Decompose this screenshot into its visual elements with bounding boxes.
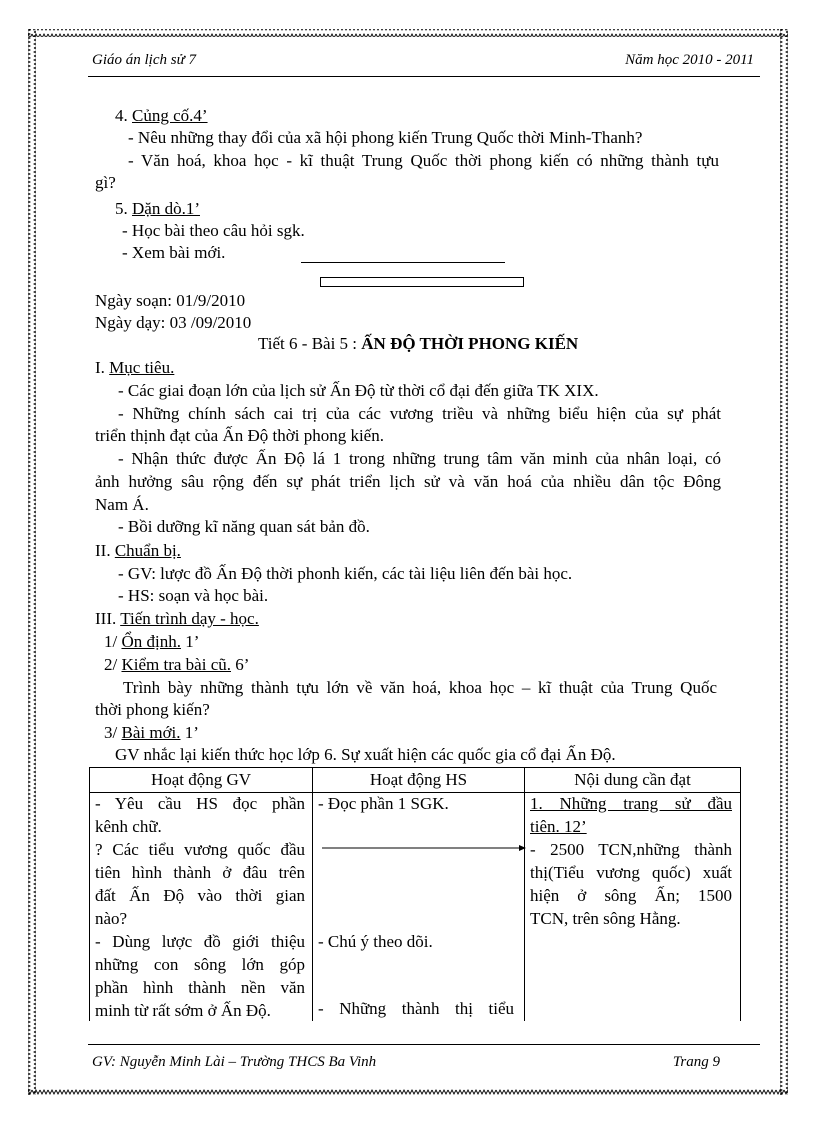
teacher-line: ? Các tiểu vương quốc đầu [95, 840, 305, 859]
teacher-line: kênh chữ. [95, 817, 162, 836]
table-header-student: Hoạt động HS [369, 770, 468, 789]
teacher-line: nào? [95, 909, 128, 928]
separator-line [301, 262, 505, 263]
review-question-1: - Nêu những thay đổi của xã hội phong kiến Trung Quốc thời Minh-Thanh? [128, 128, 643, 147]
homework-item-2: - Xem bài mới. [122, 243, 226, 262]
objective-4: - Bồi dưỡng kĩ năng quan sát bản đồ. [118, 517, 370, 536]
teacher-line: tiên hình thành ở đâu trên [95, 863, 305, 882]
footer-rule [88, 1044, 760, 1045]
step-2: 2/ Kiểm tra bài cũ. 6’ [104, 655, 250, 674]
homework-heading: 5. Dặn dò.1’ [115, 199, 200, 218]
arrow-icon [322, 844, 526, 852]
teacher-activity-cell [95, 792, 305, 1022]
content-line: 1. Những trang sử đầu [530, 794, 732, 813]
homework-item-1: - Học bài theo câu hỏi sgk. [122, 221, 305, 240]
footer-author: GV: Nguyễn Minh Lài – Trường THCS Ba Vinh [92, 1054, 377, 1070]
content-cell [530, 792, 732, 930]
step-1: 1/ Ổn định. 1’ [104, 632, 200, 651]
step-2-question-cont: thời phong kiến? [95, 700, 210, 719]
objective-2-cont: triển thịnh đạt của Ấn Độ thời phong kiến. [95, 426, 384, 445]
objective-3: - Nhận thức được Ấn Độ lá 1 trong những trung tâm văn minh của nhân loại, có [118, 449, 721, 468]
content-line: - 2500 TCN,những thành [530, 840, 732, 859]
lesson-title: Tiết 6 - Bài 5 : ẤN ĐỘ THỜI PHONG KIẾN [258, 334, 579, 353]
table-divider-1 [312, 768, 313, 1021]
review-question-2: - Văn hoá, khoa học - kĩ thuật Trung Quốc thời phong kiến có những thành tựu [128, 151, 719, 170]
teacher-line: - Yêu cầu HS đọc phần [95, 794, 305, 813]
table-divider-2 [524, 768, 525, 1021]
review-heading: 4. Củng cố.4’ [115, 106, 208, 125]
teacher-line: đất Ấn Độ vào thời gian [95, 886, 305, 905]
content-line: hiện ở sông Ấn; 1500 [530, 886, 732, 905]
teach-date: Ngày dạy: 03 /09/2010 [95, 313, 252, 332]
header-subject: Giáo án lịch sử 7 [92, 52, 197, 68]
prep-date: Ngày soạn: 01/9/2010 [95, 291, 246, 310]
student-line: - Đọc phần 1 SGK. [318, 794, 449, 813]
student-line: - Chú ý theo dõi. [318, 932, 433, 951]
lesson-intro: GV nhắc lại kiến thức học lớp 6. Sự xuất hiện các quốc gia cổ đại Ấn Độ. [115, 745, 616, 764]
separator-box [320, 277, 524, 287]
objective-3-cont: ảnh hưởng sâu rộng đến sự phát triển lịch sử và văn hoá của nhiều dân tộc Đông [95, 472, 721, 491]
content-line: thị(Tiểu vương quốc) xuất [530, 863, 732, 882]
student-line: - Những thành thị tiểu [318, 999, 514, 1018]
preparation-student: - HS: soạn và học bài. [118, 586, 269, 605]
step-2-question: Trình bày những thành tựu lớn về văn hoá, khoa học – kĩ thuật của Trung Quốc [123, 678, 717, 697]
objective-2: - Những chính sách cai trị của các vương triều và những biểu hiện của sự phát [118, 404, 721, 423]
table-header-content: Nội dung cần đạt [574, 770, 691, 789]
objectives-heading: I. Mục tiêu. [95, 358, 175, 377]
teacher-line: những con sông lớn góp [95, 955, 305, 974]
table-header-teacher: Hoạt động GV [150, 770, 252, 789]
objective-1: - Các giai đoạn lớn của lịch sử Ấn Độ từ thời cổ đại đến giữa TK XIX. [118, 381, 599, 400]
preparation-heading: II. Chuẩn bị. [95, 541, 181, 560]
header-rule [88, 76, 760, 77]
footer-page-number: Trang 9 [672, 1054, 720, 1070]
header-school-year: Năm học 2010 - 2011 [625, 52, 754, 68]
content-line: tiên. 12’ [530, 817, 587, 836]
teacher-line: minh từ rất sớm ở Ấn Độ. [95, 1001, 271, 1020]
step-3: 3/ Bài mới. 1’ [104, 723, 199, 742]
teacher-line: - Dùng lược đồ giới thiệu [95, 932, 305, 951]
process-heading: III. Tiến trình dạy - học. [95, 609, 259, 628]
content-line: TCN, trên sông Hằng. [530, 909, 681, 928]
review-question-2-cont: gì? [95, 173, 116, 192]
teacher-line: phần hình thành nền văn [95, 978, 305, 997]
objective-3-end: Nam Á. [95, 495, 149, 514]
preparation-teacher: - GV: lược đồ Ấn Độ thời phonh kiến, các tài liệu liên đến bài học. [118, 564, 573, 583]
